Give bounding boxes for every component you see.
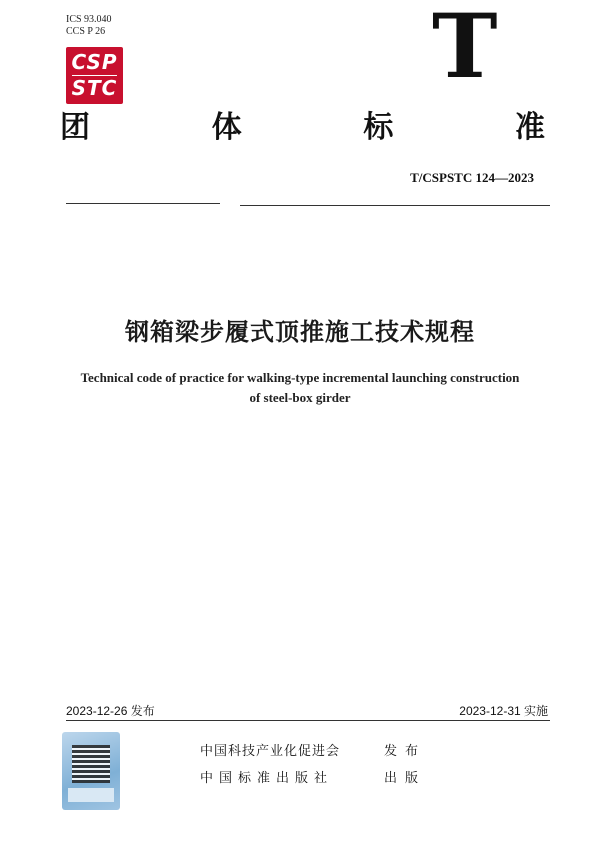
standard-type-heading xyxy=(60,108,545,148)
anti-counterfeit-qr-sticker[interactable] xyxy=(62,732,120,810)
standard-type-char: 准 xyxy=(514,110,545,145)
ccs-code: CCS P 26 xyxy=(66,26,106,37)
qr-code-icon xyxy=(72,745,110,783)
standard-number: T/CSPSTC 124—2023 xyxy=(410,170,534,185)
document-title-english xyxy=(40,368,560,408)
issuer-action: 发布 xyxy=(384,744,427,759)
cspstc-logo xyxy=(66,47,123,104)
ics-code: ICS 93.040 xyxy=(66,14,112,25)
footer-rule xyxy=(66,720,550,721)
press-name: 中国标准出版社 xyxy=(200,771,334,786)
standard-type-char: 标 xyxy=(363,110,394,145)
header-rule-right xyxy=(240,205,550,206)
document-title-chinese: 钢箱梁步履式顶推施工技术规程 xyxy=(125,318,475,346)
press-action: 出版 xyxy=(384,771,427,786)
standard-type-char: 团 xyxy=(60,110,90,145)
english-title-line: of steel-box girder xyxy=(249,390,351,405)
issuer-name: 中国科技产业化促进会 xyxy=(200,744,341,759)
header-rule-left xyxy=(66,203,220,204)
category-letter: T xyxy=(432,0,498,98)
publish-date: 2023-12-26 发布 xyxy=(66,704,155,718)
logo-bottom-text: STC xyxy=(71,76,118,100)
logo-top-text: CSP xyxy=(71,50,118,74)
standard-type-char: 体 xyxy=(211,110,242,145)
english-title-line: Technical code of practice for walking-type incremental launching construction xyxy=(80,370,520,385)
sticker-caption xyxy=(68,788,114,802)
effective-date: 2023-12-31 实施 xyxy=(459,704,548,718)
classification-codes xyxy=(66,14,112,38)
